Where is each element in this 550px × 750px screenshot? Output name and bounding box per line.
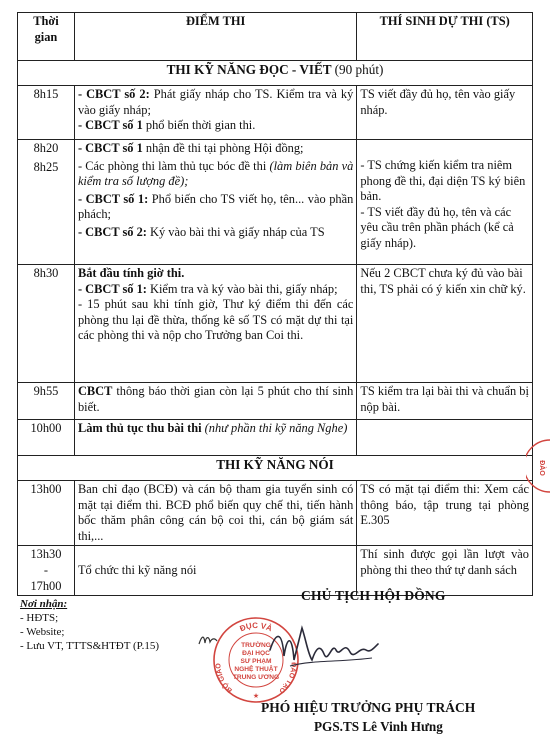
row-candidates: TS kiểm tra lại bài thi và chuẩn bị nộp bài. [357,383,533,420]
row-candidates: TS có mặt tại điểm thi: Xem các thông báo, tập trung tại phòng E.305 [357,481,533,546]
seal-ring-left: BỘ GIÁO [215,662,234,694]
section-title-speaking: THI KỸ NĂNG NÓI [18,456,533,481]
table-row [18,86,533,140]
svg-text:BỘ GIÁO [214,662,234,693]
seal-center-line: SƯ PHẠM [240,658,272,665]
section-row-reading-writing [18,61,533,86]
row-time: 9h55 [18,383,75,420]
row-time: 10h00 [18,420,75,456]
signer-name: PGS.TS Lê Vinh Hưng [314,719,443,734]
table-row [18,265,533,383]
vice-rector-title: PHÓ HIỆU TRƯỞNG PHỤ TRÁCH [261,700,476,715]
row-candidates: Thí sinh được gọi lần lượt vào phòng thi theo thứ tự danh sách [357,546,533,596]
recipient-item: - Website; [20,626,65,638]
row-candidates: TS viết đầy đủ họ, tên vào giấy nháp. [357,86,533,140]
row-candidates [357,420,533,456]
table-header-row [18,13,533,61]
row-location: - CBCT số 1 nhận đề thi tại phòng Hội đồng; - Các phòng thi làm thủ tục bóc đề thi (làm biên bản và kiểm tra số lượng đề); - CBCT số 1: Phổ biến cho TS viết họ, tên... vào phần phách; - CBCT số 2: Ký vào bài thi và giấy nháp của TS [74,140,356,265]
recipients-block [20,597,159,653]
table-row [18,140,533,265]
row-location: Ban chỉ đạo (BCĐ) và cán bộ tham gia tuyển sinh có mặt tại điểm thi. BCĐ phổ biến quy chế thi, tiến hành bốc thăm phân công cán bộ coi thi, cán bộ giám sát thi,... [74,481,356,546]
seal-center-line: TRUNG ƯƠNG [232,674,280,681]
table-row [18,546,533,596]
row-candidates: Nếu 2 CBCT chưa ký đủ vào bài thi, TS phải có ý kiến xin chữ ký. [357,265,533,383]
recipient-item: - HĐTS; [20,612,59,624]
exam-schedule-table [17,12,533,596]
row-time: 8h30 [18,265,75,383]
table-row [18,420,533,456]
row-time: 13h30 - 17h00 [18,546,75,596]
header-time: Thời gian [18,13,75,61]
section-row-speaking [18,456,533,481]
row-location: - CBCT số 2: Phát giấy nháp cho TS. Kiểm tra và ký vào giấy nháp; - CBCT số 1 phổ biến thời gian thi. [74,86,356,140]
seal-center-line: NGHỆ THUẬT [234,666,278,673]
side-seal-fragment [526,438,550,494]
seal-star-icon: ★ [252,692,260,700]
row-time: 8h15 [18,86,75,140]
chairman-title: CHỦ TỊCH HỘI ĐỒNG [301,588,446,603]
row-location: Bắt đầu tính giờ thi. - CBCT số 1: Kiểm tra và ký vào bài thi, giấy nháp; - 15 phút sau khi tính giờ, Thư ký điểm thi đến các phòng thu lại đề thừa, thống kê số TS có mặt dự thi tại các phòng thi và nộp cho Trưởng ban Coi thi. [74,265,356,383]
seal-center-line: ĐẠI HỌC [242,650,270,657]
recipients-title: Nơi nhận: [20,598,68,610]
seal-ring-top: ĐỤC VÀ [238,620,274,634]
section-title-reading-writing: THI KỸ NĂNG ĐỌC - VIẾT (90 phút) [18,61,533,86]
row-candidates: - TS chứng kiến kiểm tra niêm phong đề thi, đại diện TS ký biên bản. - TS viết đầy đủ họ, tên và các yêu cầu trên phần phách (kể cả giấy nháp). [357,140,533,265]
section-duration: (90 phút) [334,62,384,77]
table-row [18,481,533,546]
row-time: 13h00 [18,481,75,546]
row-location: CBCT thông báo thời gian còn lại 5 phút cho thí sinh biết. [74,383,356,420]
header-candidates: THÍ SINH DỰ THI (TS) [357,13,533,61]
side-seal-text: ĐÀO [538,460,545,476]
handwritten-signature [262,620,382,682]
recipient-item: - Lưu VT, TTTS&HTĐT (P.15) [20,640,159,652]
header-location: ĐIỂM THI [74,13,356,61]
row-time: 8h20 8h25 [18,140,75,265]
seal-center-line: TRƯỜNG [241,642,271,649]
row-location: Làm thủ tục thu bài thi (như phần thi kỹ năng Nghe) [74,420,356,456]
row-location: Tổ chức thi kỹ năng nói [74,546,356,596]
table-row [18,383,533,420]
seal-ring-right: ĐÀO TẠO [277,662,297,695]
